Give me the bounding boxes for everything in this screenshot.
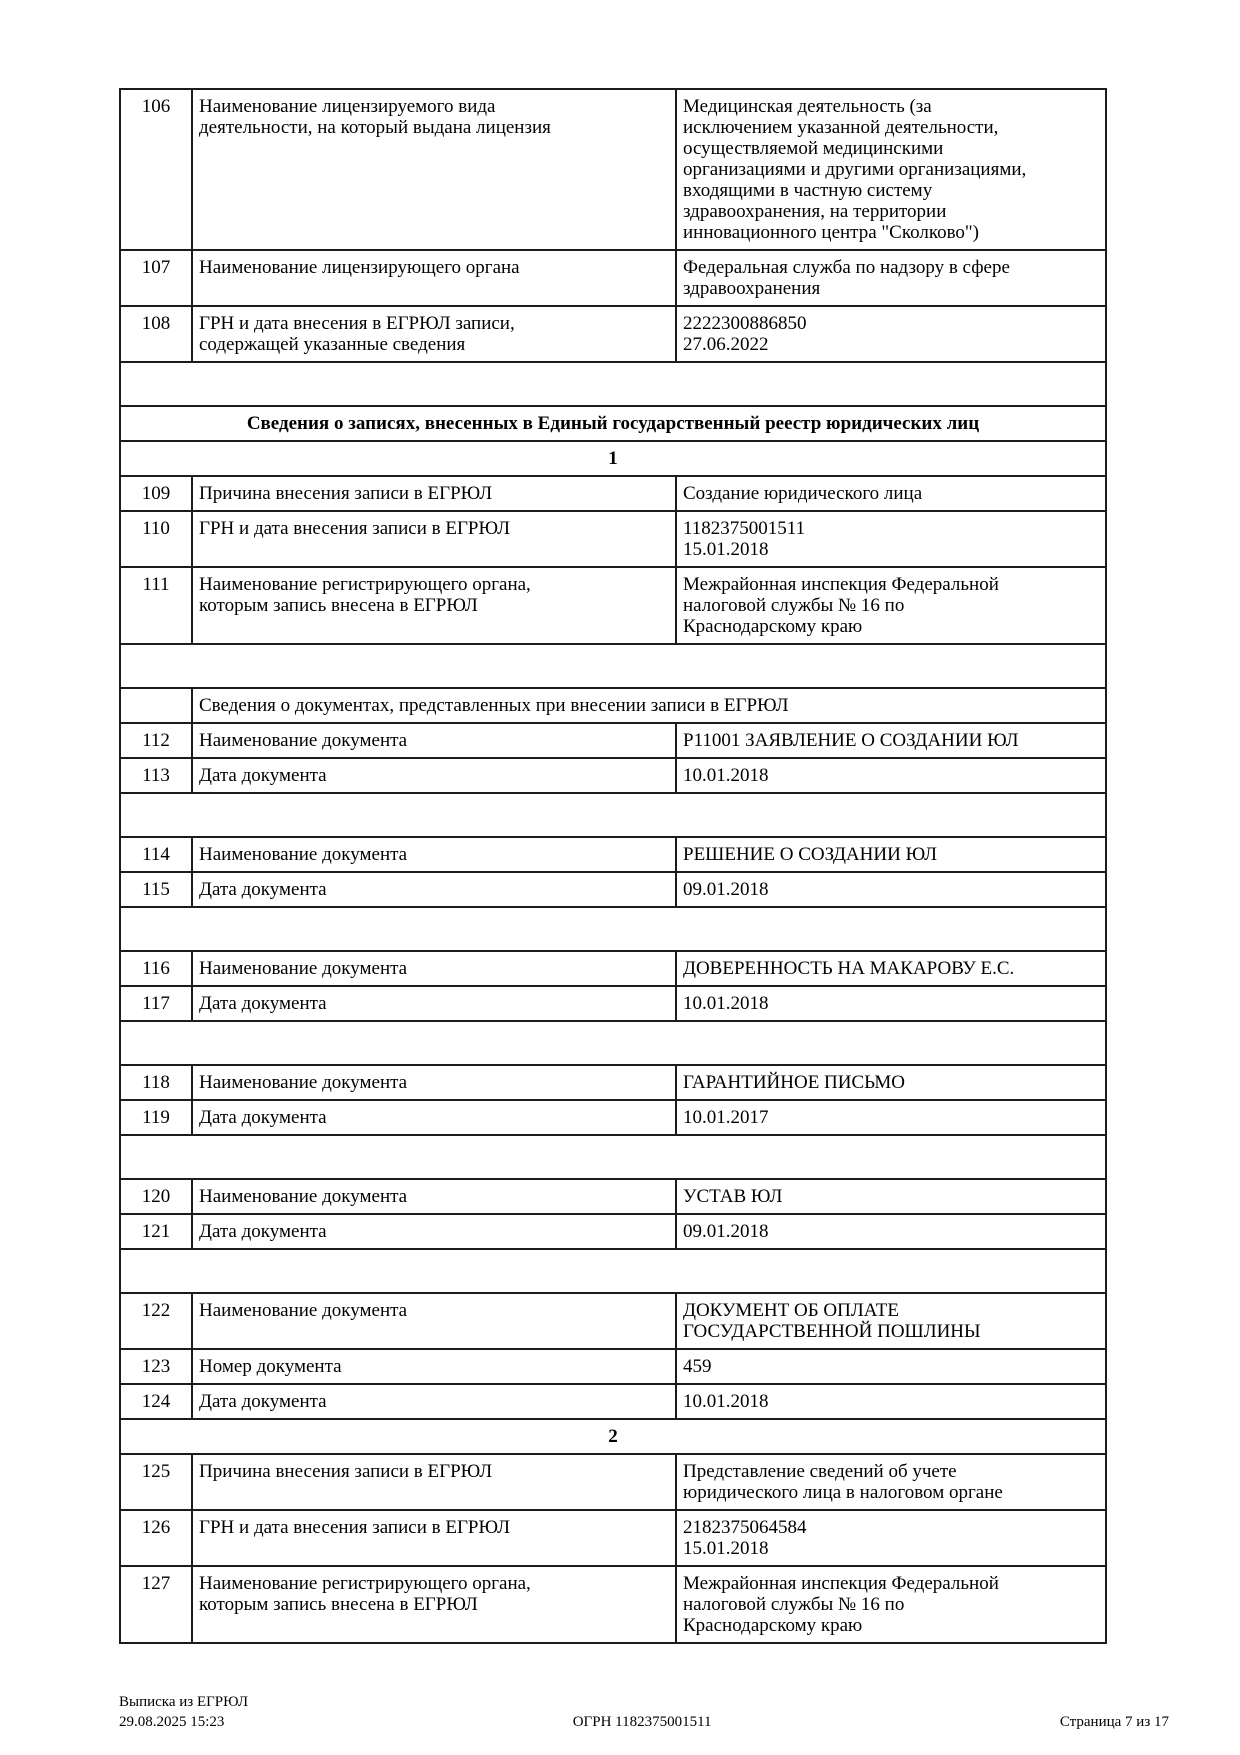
text-line: здравоохранения xyxy=(683,278,821,299)
field-label xyxy=(192,476,676,511)
row-number: 124 xyxy=(120,1384,192,1419)
record-number-row xyxy=(120,1419,1106,1454)
field-value xyxy=(676,758,1106,793)
text-line: Наименование лицензирующего органа xyxy=(199,257,520,278)
row-number: 113 xyxy=(120,758,192,793)
text-line: Дата документа xyxy=(199,993,327,1014)
text-line: Межрайонная инспекция Федеральной xyxy=(683,574,999,595)
text-line: которым запись внесена в ЕГРЮЛ xyxy=(199,1594,478,1615)
text-line: налоговой службы № 16 по xyxy=(683,595,905,616)
footer-document-title: Выписка из ЕГРЮЛ xyxy=(119,1694,248,1710)
table-row-118 xyxy=(120,1065,1106,1100)
text-line: 09.01.2018 xyxy=(683,879,769,900)
field-label xyxy=(192,511,676,567)
field-label xyxy=(192,1293,676,1349)
field-value xyxy=(676,951,1106,986)
text-line: ДОКУМЕНТ ОБ ОПЛАТЕ xyxy=(683,1300,899,1321)
text-line: налоговой службы № 16 по xyxy=(683,1594,905,1615)
text-line: 15.01.2018 xyxy=(683,539,769,560)
text-line: ГРН и дата внесения записи в ЕГРЮЛ xyxy=(199,1517,510,1538)
spacer-cell xyxy=(120,907,1106,951)
field-label xyxy=(192,1100,676,1135)
field-label xyxy=(192,758,676,793)
text-line: Дата документа xyxy=(199,765,327,786)
field-label xyxy=(192,250,676,306)
text-line: 15.01.2018 xyxy=(683,1538,769,1559)
row-number: 126 xyxy=(120,1510,192,1566)
table-row-127 xyxy=(120,1566,1106,1643)
spacer-cell xyxy=(120,1021,1106,1065)
row-number: 119 xyxy=(120,1100,192,1135)
field-value xyxy=(676,1510,1106,1566)
text-line: ГРН и дата внесения записи в ЕГРЮЛ xyxy=(199,518,510,539)
table-row-125 xyxy=(120,1454,1106,1510)
row-number: 125 xyxy=(120,1454,192,1510)
text-line: 1182375001511 xyxy=(683,518,806,539)
row-number: 116 xyxy=(120,951,192,986)
spacer-row xyxy=(120,907,1106,951)
text-line: Наименование регистрирующего органа, xyxy=(199,1573,531,1594)
row-number: 112 xyxy=(120,723,192,758)
table-row-115 xyxy=(120,872,1106,907)
text-line: которым запись внесена в ЕГРЮЛ xyxy=(199,595,478,616)
field-label xyxy=(192,1510,676,1566)
table-row-112 xyxy=(120,723,1106,758)
text-line: Краснодарскому краю xyxy=(683,1615,863,1636)
footer-ogrn: ОГРН 1182375001511 xyxy=(572,1714,712,1730)
text-line: Р11001 ЗАЯВЛЕНИЕ О СОЗДАНИИ ЮЛ xyxy=(683,730,1019,751)
field-label xyxy=(192,1214,676,1249)
text-line: Дата документа xyxy=(199,1107,327,1128)
row-number: 111 xyxy=(120,567,192,644)
text-line: содержащей указанные сведения xyxy=(199,334,466,355)
subsection-header-row xyxy=(120,688,1106,723)
text-line: Наименование документа xyxy=(199,1186,408,1207)
text-line: Наименование лицензируемого вида xyxy=(199,96,496,117)
table-row-126 xyxy=(120,1510,1106,1566)
text-line: 2222300886850 xyxy=(683,313,807,334)
field-value xyxy=(676,1384,1106,1419)
text-line: Федеральная служба по надзору в сфере xyxy=(683,257,1010,278)
text-line: Создание юридического лица xyxy=(683,483,923,504)
field-value xyxy=(676,250,1106,306)
table-row-120 xyxy=(120,1179,1106,1214)
text-line: юридического лица в налоговом органе xyxy=(683,1482,1003,1503)
text-line: инновационного центра "Сколково") xyxy=(683,222,980,243)
text-line: 09.01.2018 xyxy=(683,1221,769,1242)
text-line: исключением указанной деятельности, xyxy=(683,117,999,138)
table-row-122 xyxy=(120,1293,1106,1349)
table-row-121 xyxy=(120,1214,1106,1249)
field-value xyxy=(676,1454,1106,1510)
table-row-109 xyxy=(120,476,1106,511)
table-row-117 xyxy=(120,986,1106,1021)
section-header: Сведения о записях, внесенных в Единый государственный реестр юридических лиц xyxy=(120,406,1106,441)
field-value xyxy=(676,1566,1106,1643)
text-line: РЕШЕНИЕ О СОЗДАНИИ ЮЛ xyxy=(683,844,938,865)
spacer-cell xyxy=(120,1249,1106,1293)
row-number: 117 xyxy=(120,986,192,1021)
text-line: Наименование регистрирующего органа, xyxy=(199,574,531,595)
egrul-table xyxy=(119,88,1107,1644)
field-label xyxy=(192,1566,676,1643)
field-value xyxy=(676,306,1106,362)
table-row-108 xyxy=(120,306,1106,362)
field-label xyxy=(192,89,676,250)
spacer-row xyxy=(120,1249,1106,1293)
record-number: 2 xyxy=(120,1419,1106,1454)
row-number: 121 xyxy=(120,1214,192,1249)
field-label xyxy=(192,567,676,644)
footer-page-number: Страница 7 из 17 xyxy=(1059,1714,1169,1730)
row-number: 123 xyxy=(120,1349,192,1384)
section-header-row xyxy=(120,406,1106,441)
text-line: Дата документа xyxy=(199,1391,327,1412)
text-line: Наименование документа xyxy=(199,1300,408,1321)
spacer-cell xyxy=(120,644,1106,688)
spacer-row xyxy=(120,644,1106,688)
field-value xyxy=(676,872,1106,907)
spacer-row xyxy=(120,793,1106,837)
field-label xyxy=(192,1349,676,1384)
table-row-116 xyxy=(120,951,1106,986)
row-number: 120 xyxy=(120,1179,192,1214)
text-line: ГАРАНТИЙНОЕ ПИСЬМО xyxy=(683,1072,905,1093)
row-number: 109 xyxy=(120,476,192,511)
text-line: осуществляемой медицинскими xyxy=(683,138,944,159)
text-line: Наименование документа xyxy=(199,844,408,865)
spacer-row xyxy=(120,1135,1106,1179)
field-value xyxy=(676,1214,1106,1249)
row-number: 114 xyxy=(120,837,192,872)
text-line: деятельности, на который выдана лицензия xyxy=(199,117,551,138)
text-line: Дата документа xyxy=(199,879,327,900)
row-number: 106 xyxy=(120,89,192,250)
row-number: 107 xyxy=(120,250,192,306)
field-value xyxy=(676,1179,1106,1214)
text-line: Краснодарскому краю xyxy=(683,616,863,637)
text-line: здравоохранения, на территории xyxy=(683,201,947,222)
field-value xyxy=(676,837,1106,872)
text-line: ГРН и дата внесения в ЕГРЮЛ записи, xyxy=(199,313,515,334)
field-label xyxy=(192,951,676,986)
table-row-123 xyxy=(120,1349,1106,1384)
subsection-header: Сведения о документах, представленных при внесении записи в ЕГРЮЛ xyxy=(192,688,1106,723)
text-line: 10.01.2018 xyxy=(683,993,769,1014)
table-row-106 xyxy=(120,89,1106,250)
record-number-row xyxy=(120,441,1106,476)
row-number: 108 xyxy=(120,306,192,362)
text-line: 10.01.2018 xyxy=(683,765,769,786)
text-line: входящими в частную систему xyxy=(683,180,933,201)
row-number-empty xyxy=(120,688,192,723)
footer-info-line xyxy=(119,1713,1169,1732)
field-value xyxy=(676,511,1106,567)
spacer-row xyxy=(120,362,1106,406)
field-label xyxy=(192,1179,676,1214)
footer-datetime: 29.08.2025 15:23 xyxy=(119,1714,225,1730)
text-line: 2182375064584 xyxy=(683,1517,807,1538)
field-value xyxy=(676,1065,1106,1100)
text-line: Дата документа xyxy=(199,1221,327,1242)
text-line: 10.01.2017 xyxy=(683,1107,769,1128)
text-line: организациями и другими организациями, xyxy=(683,159,1027,180)
field-label xyxy=(192,1065,676,1100)
text-line: Представление сведений об учете xyxy=(683,1461,957,1482)
field-value xyxy=(676,567,1106,644)
table-row-107 xyxy=(120,250,1106,306)
spacer-cell xyxy=(120,1135,1106,1179)
spacer-cell xyxy=(120,362,1106,406)
text-line: Причина внесения записи в ЕГРЮЛ xyxy=(199,483,493,504)
field-value xyxy=(676,1293,1106,1349)
field-label xyxy=(192,872,676,907)
table-row-114 xyxy=(120,837,1106,872)
text-line: Медицинская деятельность (за xyxy=(683,96,932,117)
field-label xyxy=(192,837,676,872)
field-value xyxy=(676,476,1106,511)
field-label xyxy=(192,986,676,1021)
table-row-119 xyxy=(120,1100,1106,1135)
text-line: Номер документа xyxy=(199,1356,342,1377)
page-footer xyxy=(119,1693,1169,1732)
table-row-111 xyxy=(120,567,1106,644)
row-number: 115 xyxy=(120,872,192,907)
row-number: 127 xyxy=(120,1566,192,1643)
field-value xyxy=(676,723,1106,758)
spacer-row xyxy=(120,1021,1106,1065)
spacer-cell xyxy=(120,793,1106,837)
table-row-113 xyxy=(120,758,1106,793)
row-number: 110 xyxy=(120,511,192,567)
field-label xyxy=(192,723,676,758)
text-line: 10.01.2018 xyxy=(683,1391,769,1412)
text-line: 27.06.2022 xyxy=(683,334,769,355)
field-value xyxy=(676,1100,1106,1135)
text-line: Причина внесения записи в ЕГРЮЛ xyxy=(199,1461,493,1482)
text-line: Наименование документа xyxy=(199,1072,408,1093)
table-row-124 xyxy=(120,1384,1106,1419)
field-label xyxy=(192,306,676,362)
text-line: Межрайонная инспекция Федеральной xyxy=(683,1573,999,1594)
row-number: 122 xyxy=(120,1293,192,1349)
field-value xyxy=(676,89,1106,250)
text-line: 459 xyxy=(683,1356,712,1377)
text-line: ГОСУДАРСТВЕННОЙ ПОШЛИНЫ xyxy=(683,1321,981,1342)
field-value xyxy=(676,986,1106,1021)
text-line: ДОВЕРЕННОСТЬ НА МАКАРОВУ Е.С. xyxy=(683,958,1015,979)
field-label xyxy=(192,1384,676,1419)
text-line: Наименование документа xyxy=(199,958,408,979)
field-label xyxy=(192,1454,676,1510)
table-row-110 xyxy=(120,511,1106,567)
field-value xyxy=(676,1349,1106,1384)
record-number: 1 xyxy=(120,441,1106,476)
row-number: 118 xyxy=(120,1065,192,1100)
text-line: УСТАВ ЮЛ xyxy=(683,1186,783,1207)
text-line: Наименование документа xyxy=(199,730,408,751)
